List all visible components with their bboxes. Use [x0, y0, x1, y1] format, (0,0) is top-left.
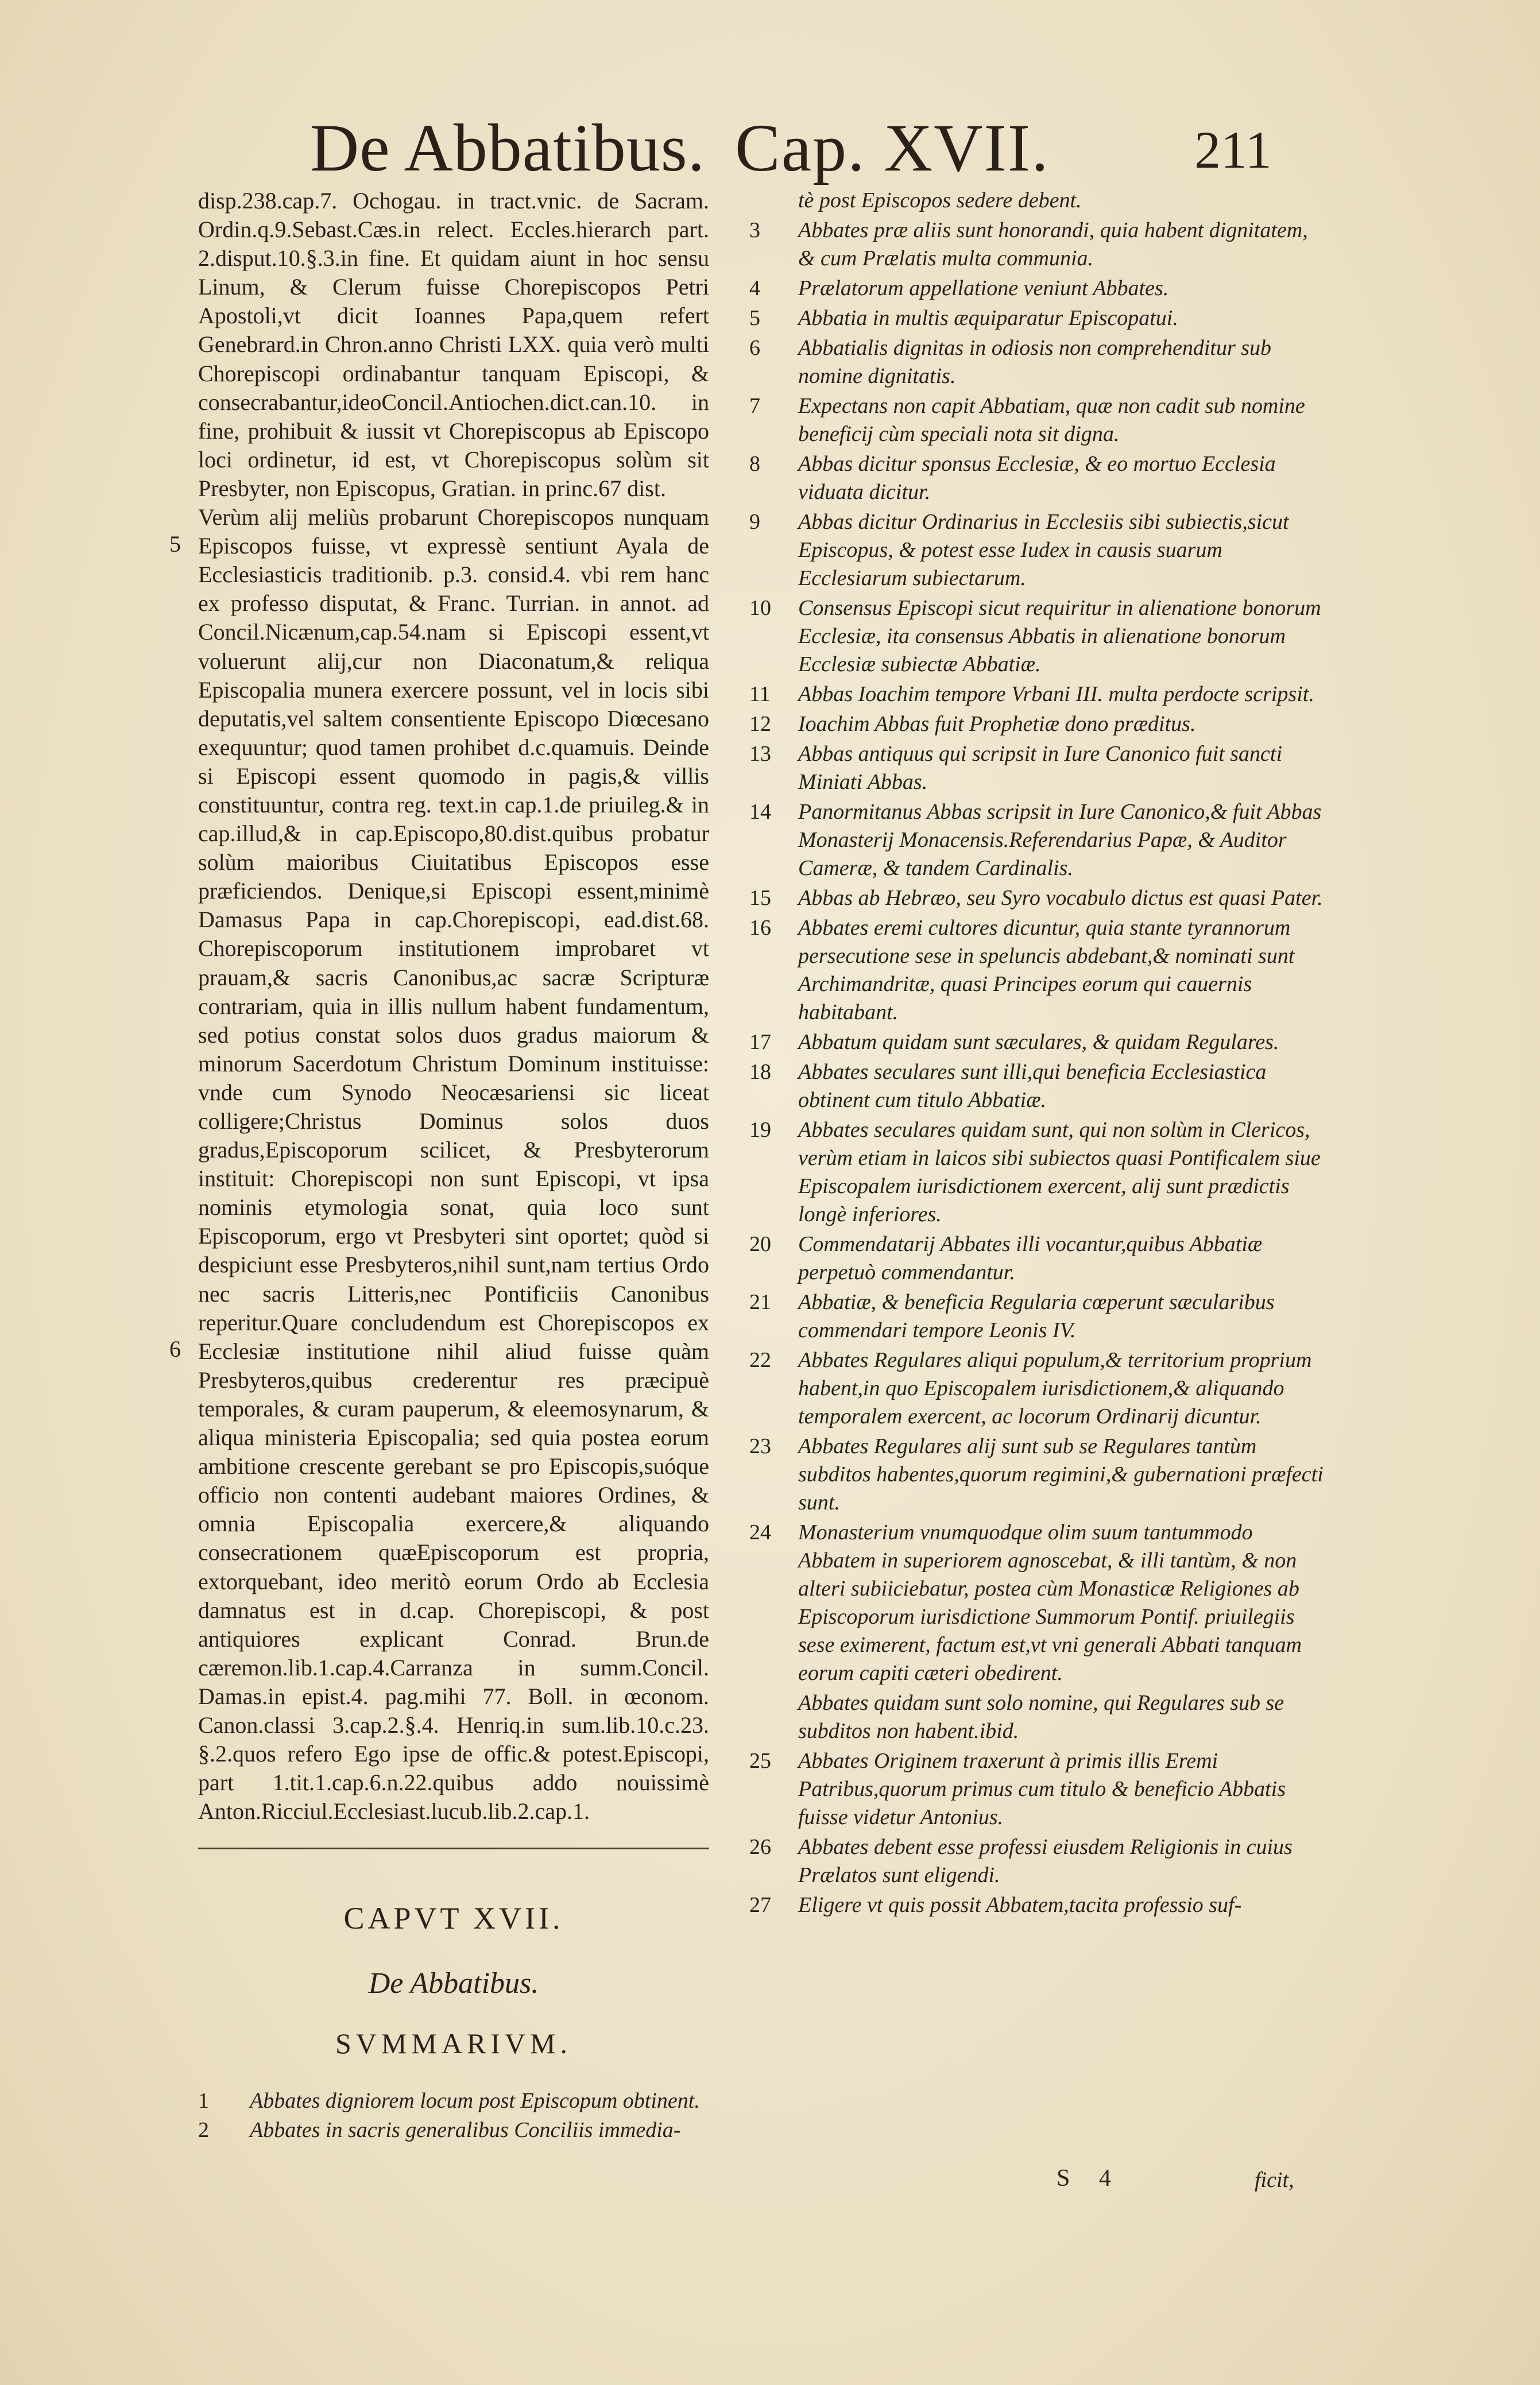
summary-item-text: Panormitanus Abbas scripsit in Iure Canonico,& fuit Abbas Monasterij Monacensis.Referendarius Papæ, & Auditor Cameræ, & tandem Cardinalis.	[798, 800, 1322, 880]
summary-item	[749, 187, 1329, 215]
summary-item-text: Abbates Originem traxerunt à primis illis Eremi Patribus,quorum primus cum titulo & beneficio Abbatis fuisse videtur Antonius.	[798, 1749, 1286, 1829]
summary-item	[749, 1891, 1329, 1919]
section-divider	[198, 1848, 709, 1849]
summary-item-text: Abbatialis dignitas in odiosis non comprehenditur sub nomine dignitatis.	[798, 336, 1272, 388]
summary-item	[749, 710, 1329, 738]
summary-item-text: Eligere vt quis possit Abbatem,tacita professio suf-	[798, 1893, 1242, 1917]
summary-item	[749, 216, 1329, 273]
summary-item-text: Abbates seculares sunt illi,qui beneficia Ecclesiastica obtinent cum titulo Abbatiæ.	[798, 1060, 1267, 1112]
summary-item-text: Consensus Episcopi sicut requiritur in alienatione bonorum Ecclesiæ, ita consensus Abbatis in alienatione bonorum Ecclesiæ subiectæ Abbatiæ.	[798, 596, 1321, 676]
summary-item-number: 7	[749, 394, 760, 418]
summary-item-number: 13	[749, 742, 771, 766]
summary-item-text: Abbatia in multis æquiparatur Episcopatui.	[798, 306, 1178, 330]
running-title: De Abbatibus.	[310, 110, 706, 185]
summary-item-text: Abbatum quidam sunt sæculares, & quidam Regulares.	[798, 1030, 1279, 1054]
summary-item-text: Abbates debent esse professi eiusdem Religionis in cuius Prælatos sunt eligendi.	[798, 1835, 1293, 1887]
summary-item-number: 24	[749, 1520, 771, 1544]
summary-item	[749, 1432, 1329, 1517]
summary-item-number: 23	[749, 1434, 771, 1458]
summary-item	[198, 2087, 709, 2115]
summary-item-text: Abbates digniorem locum post Episcopum obtinent.	[250, 2089, 700, 2113]
summary-item	[749, 304, 1329, 332]
margin-number: 5	[169, 531, 181, 557]
summary-item-number: 2	[198, 2118, 209, 2142]
summary-item	[749, 884, 1329, 912]
summary-item-text: Prælatorum appellatione veniunt Abbates.	[798, 276, 1169, 300]
summary-item	[749, 508, 1329, 593]
summary-item-text: Abbates Regulares aliqui populum,& territorium proprium habent,in quo Episcopalem iurisdictionem,& aliquando temporalem exercent, ac locorum Ordinarij dicuntur.	[798, 1348, 1312, 1428]
summary-item-number: 9	[749, 510, 760, 534]
summary-item-number: 12	[749, 712, 771, 736]
summary-item	[749, 1689, 1329, 1745]
summary-item	[749, 680, 1329, 708]
summary-list-right	[749, 187, 1329, 1921]
summary-item	[749, 1230, 1329, 1287]
left-column-text	[169, 187, 709, 1826]
summary-item-text: Abbates seculares quidam sunt, qui non solùm in Clericos, verùm etiam in laicos sibi subiectos quasi Pontificalem siue Episcopalem iurisdictionem exercent, alij sunt prædictis longè inferiores.	[798, 1118, 1321, 1226]
summary-item-text: Abbas dicitur sponsus Ecclesiæ, & eo mortuo Ecclesia viduata dicitur.	[798, 452, 1276, 504]
summary-item-number: 15	[749, 886, 771, 910]
paragraph-1: disp.238.cap.7. Ochogau. in tract.vnic. de Sacram. Ordin.q.9.Sebast.Cæs.in relect. Eccles.hierarch part. 2.disput.10.§.3.in fine. Et quidam aiunt in hoc sensu Linum, & Clerum fuisse Chorepiscopos Petri Apostoli,vt dicit Ioannes Papa,quem refert Genebrard.in Chron.anno Christi LXX. quia verò multi Chorepiscopi ordinabantur tanquam Episcopi, & consecrabantur,ideoConcil.Antiochen.dict.can.10. in fine, prohibuit & iussit vt Chorepiscopus ab Episcopo loci ordinetur, id est, vt Chorepiscopus solùm sit Presbyter, non Episcopus, Gratian. in princ.67 dist.	[198, 188, 709, 501]
summary-item	[749, 274, 1329, 303]
summary-item-text: Abbates eremi cultores dicuntur, quia stante tyrannorum persecutione sese in speluncis abdebant,& nominati sunt Archimandritæ, quasi Principes eorum qui cauernis habitabant.	[798, 916, 1295, 1024]
summary-item-text: Abbas ab Hebræo, seu Syro vocabulo dictus est quasi Pater.	[798, 886, 1323, 910]
summary-item	[749, 1747, 1329, 1832]
folio-number: 211	[1194, 121, 1272, 179]
chapter-number: Cap. XVII.	[735, 110, 1050, 185]
summary-item	[749, 1519, 1329, 1687]
summary-item	[749, 914, 1329, 1027]
summary-item	[749, 1028, 1329, 1056]
summary-item-number: 3	[749, 218, 760, 242]
summary-item-text: Abbates in sacris generalibus Conciliis immedia-	[250, 2118, 681, 2142]
summary-item-number: 10	[749, 596, 771, 620]
summary-item-number: 4	[749, 276, 760, 300]
summary-item-number: 5	[749, 306, 760, 330]
chapter-heading: CAPVT XVII.	[343, 1901, 564, 1935]
summary-item-number: 17	[749, 1030, 771, 1054]
summary-item-text: Abbatiæ, & beneficia Regularia cœperunt sæcularibus commendari tempore Leonis IV.	[798, 1290, 1275, 1342]
summary-item-number: 26	[749, 1835, 771, 1859]
summary-item-text: Abbas antiquus qui scripsit in Iure Canonico fuit sancti Miniati Abbas.	[798, 742, 1283, 794]
summary-item	[749, 1288, 1329, 1345]
summary-item-text: Ioachim Abbas fuit Prophetiæ dono præditus.	[798, 712, 1196, 736]
summary-item-number: 6	[749, 336, 760, 360]
summary-item	[749, 1058, 1329, 1114]
summary-item	[749, 594, 1329, 679]
summary-item	[749, 1116, 1329, 1229]
summary-item-text: Abbates præ aliis sunt honorandi, quia habent dignitatem, & cum Prælatis multa communia.	[798, 218, 1308, 270]
summary-item	[749, 740, 1329, 796]
summary-item-number: 20	[749, 1232, 771, 1256]
summary-item-text: Abbas Ioachim tempore Vrbani III. multa perdocte scripsit.	[798, 682, 1314, 706]
summary-item-number: 11	[749, 682, 771, 706]
summary-item	[749, 334, 1329, 390]
margin-number: 6	[169, 1336, 181, 1362]
summary-item-text: Commendatarij Abbates illi vocantur,quibus Abbatiæ perpetuò commendantur.	[798, 1232, 1263, 1284]
signature-mark: S 4	[1057, 2165, 1123, 2192]
summary-item-number: 14	[749, 800, 771, 824]
summary-item	[749, 392, 1329, 448]
summary-item	[198, 2116, 709, 2144]
summary-list-left	[198, 2087, 709, 2146]
summary-item	[749, 798, 1329, 882]
summary-item-number: 25	[749, 1749, 771, 1773]
summary-item	[749, 1833, 1329, 1890]
summary-item-number: 19	[749, 1118, 771, 1142]
chapter-subtitle: De Abbatibus.	[368, 1967, 539, 2000]
summary-item-number: 22	[749, 1348, 771, 1372]
summary-item-number: 21	[749, 1290, 771, 1314]
summary-item-text: Expectans non capit Abbatiam, quæ non cadit sub nomine beneficij cùm speciali nota sit digna.	[798, 394, 1305, 446]
summary-item-number: 1	[198, 2089, 209, 2113]
summary-item	[749, 450, 1329, 506]
summary-item-number: 18	[749, 1060, 771, 1084]
summary-heading: SVMMARIVM.	[335, 2027, 572, 2059]
summary-item-text: Abbates quidam sunt solo nomine, qui Regulares sub se subditos non habent.ibid.	[798, 1691, 1284, 1743]
summary-item-number: 16	[749, 916, 771, 940]
summary-item-text: Abbates Regulares alij sunt sub se Regulares tantùm subditos habentes,quorum regimini,& gubernationi præfecti sunt.	[798, 1434, 1324, 1515]
summary-item-text: Abbas dicitur Ordinarius in Ecclesiis sibi subiectis,sicut Episcopus, & potest esse Iudex in causis suarum Ecclesiarum subiectarum.	[798, 510, 1289, 590]
catchword: ficit,	[1255, 2168, 1294, 2192]
summary-item	[749, 1346, 1329, 1431]
summary-item-text: Monasterium vnumquodque olim suum tantummodo Abbatem in superiorem agnoscebat, & illi tantùm, & non alteri subiiciebatur, postea cùm Monasticæ Religiones ab Episcoporum iurisdictione Summorum Pontif. priuilegiis sese eximerent, factum est,vt vni generali Abbati tanquam eorum capiti cæteri obedirent.	[798, 1520, 1302, 1685]
summary-item-number: 27	[749, 1893, 771, 1917]
summary-item-text: tè post Episcopos sedere debent.	[798, 188, 1082, 212]
paragraph-2: Verùm alij meliùs probarunt Chorepiscopos nunquam Episcopos fuisse, vt expressè sentiunt Ayala de Ecclesiasticis traditionib. p.3. consid.4. vbi rem hanc ex professo disputat, & Franc. Turrian. in annot. ad Concil.Nicænum,cap.54.nam si Episcopi essent,vt voluerunt alij,cur non Diaconatum,& reliqua Episcopalia munera exercere possunt, vel in locis sibi deputatis,vel saltem consentiente Episcopo Diœcesano exequuntur; quod tamen prohibet d.c.quamuis. Deinde si Episcopi essent quomodo in pagis,& villis constituuntur, contra reg. text.in cap.1.de priuileg.& in cap.illud,& in cap.Episcopo,80.dist.quibus probatur solùm maioribus Ciuitatibus Episcopos esse præficiendos. Denique,si Episcopi essent,minimè Damasus Papa in cap.Chorepiscopi, ead.dist.68. Chorepiscoporum institutionem improbaret vt prauam,& sacris Canonibus,ac sacræ Scripturæ contrariam, quia in illis nullum habent fundamentum, sed potius constat solos duos gradus maiorum & minorum Sacerdotum Christum Dominum instituisse: vnde cum Synodo Neocæsariensi sic liceat colligere;Christus Dominus solos duos gradus,Episcoporum scilicet, & Presbyterorum instituit: Chorepiscopi non sunt Episcopi, vt ipsa nominis etymologia sonat, quia loco sunt Episcoporum, ergo vt Presbyteri sint oportet; quòd si despiciunt esse Presbyteros,nihil sunt,nam tertius Ordo nec sacris Litteris,nec Pontificiis Canonibus reperitur.Quare concludendum est Chorepiscopos ex Ecclesiæ institutione nihil aliud fuisse quàm Presbyteros,quibus crederentur res præcipuè temporales, & curam pauperum, & eleemosynarum, & aliqua ministeria Episcopalia; sed quia postea eorum ambitione crescente gerebant se pro Episcopis,suóque officio non contenti audebant maiores Ordines, & omnia Episcopalia exercere,& aliquando consecrationem quæEpiscoporum est propria, extorquebant, ideo meritò eorum Ordo ab Ecclesia damnatus est in d.cap. Chorepiscopi, & post antiquiores explicant Conrad. Brun.de cæremon.lib.1.cap.4.Carranza in summ.Concil. Damas.in epist.4. pag.mihi 77. Boll. in œconom. Canon.classi 3.cap.2.§.4. Henriq.in sum.lib.10.c.23. §.2.quos refero Ego ipse de offic.& potest.Episcopi, part 1.tit.1.cap.6.n.22.quibus addo nouissimè Anton.Ricciul.Ecclesiast.lucub.lib.2.cap.1.	[198, 504, 709, 1825]
running-header	[310, 109, 1401, 184]
summary-item-number: 8	[749, 452, 760, 476]
